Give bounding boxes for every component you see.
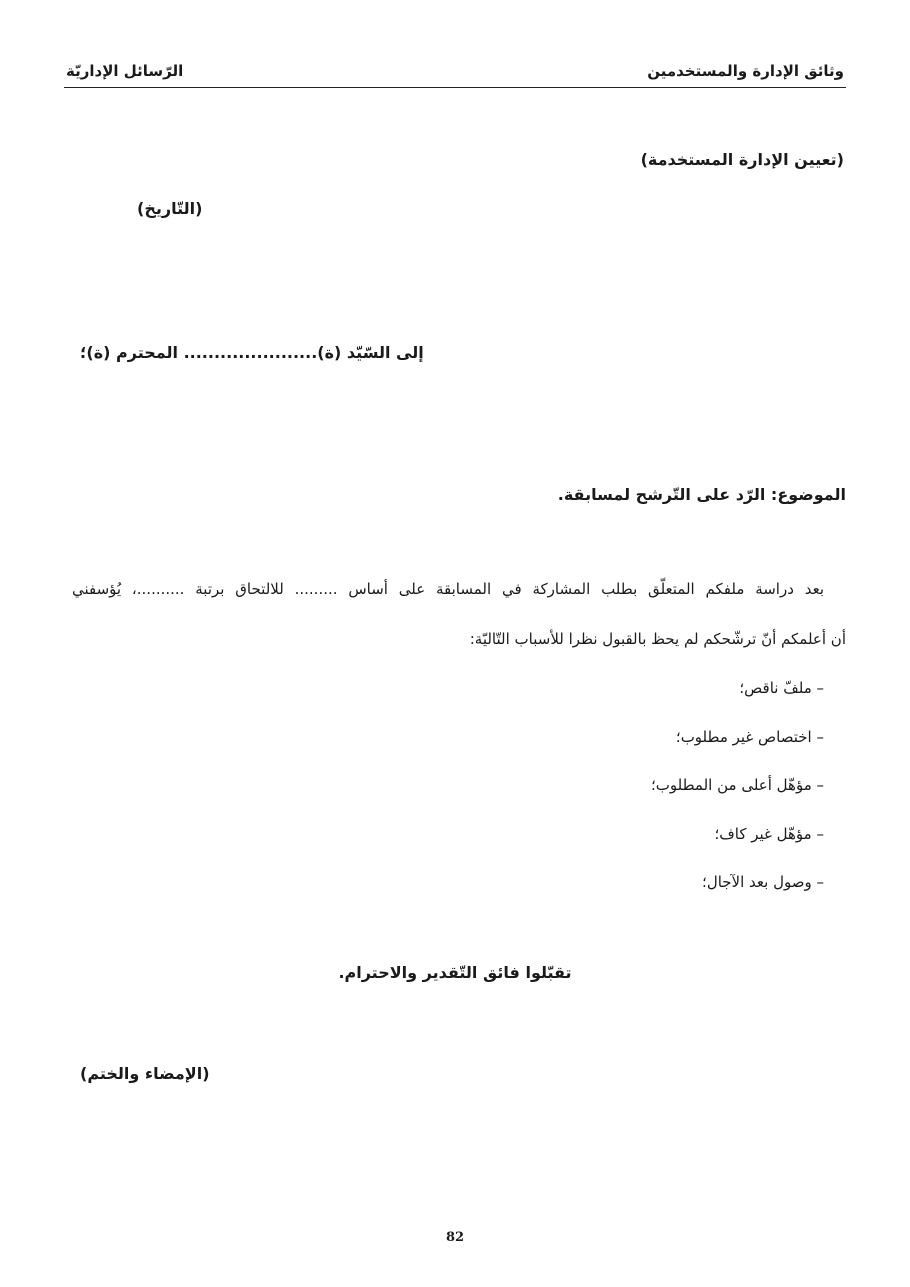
list-item: – مؤهّل أعلى من المطلوب؛ — [651, 776, 824, 794]
header-divider — [64, 87, 846, 88]
body-paragraph-line-2: أن أعلمكم أنّ ترشّحكم لم يحظ بالقبول نظرا للأسباب التّاليّة: — [469, 630, 846, 648]
list-item: – مؤهّل غير كاف؛ — [714, 824, 824, 843]
letter-subject: الموضوع: الرّد على التّرشح لمسابقة. — [557, 485, 846, 504]
list-item: – وصول بعد الآجال؛ — [702, 873, 824, 891]
body-paragraph-line-1: بعد دراسة ملفكم المتعلّق بطلب المشاركة في المسابقة على أساس ......... للالتحاق برتبة ..........، يُؤسفني — [72, 580, 824, 598]
list-item: – ملفّ ناقص؛ — [739, 679, 824, 697]
header-document-series: وثائق الإدارة والمستخدمين — [647, 62, 844, 80]
letter-date: (التّاريخ) — [137, 199, 203, 218]
signature-and-stamp: (الإمضاء والختم) — [80, 1064, 210, 1083]
header-section-title: الرّسائل الإداريّة — [66, 62, 184, 80]
reasons-list — [424, 676, 824, 919]
list-item: – اختصاص غير مطلوب؛ — [675, 727, 824, 746]
recipient-line: إلى السّيّد (ة)...................... المحترم (ة)؛ — [80, 343, 424, 362]
issuing-department: (تعيين الإدارة المستخدمة) — [640, 150, 844, 169]
page-number: 82 — [445, 1230, 465, 1245]
closing-formula: تقبّلوا فائق التّقدير والاحترام. — [338, 963, 572, 982]
